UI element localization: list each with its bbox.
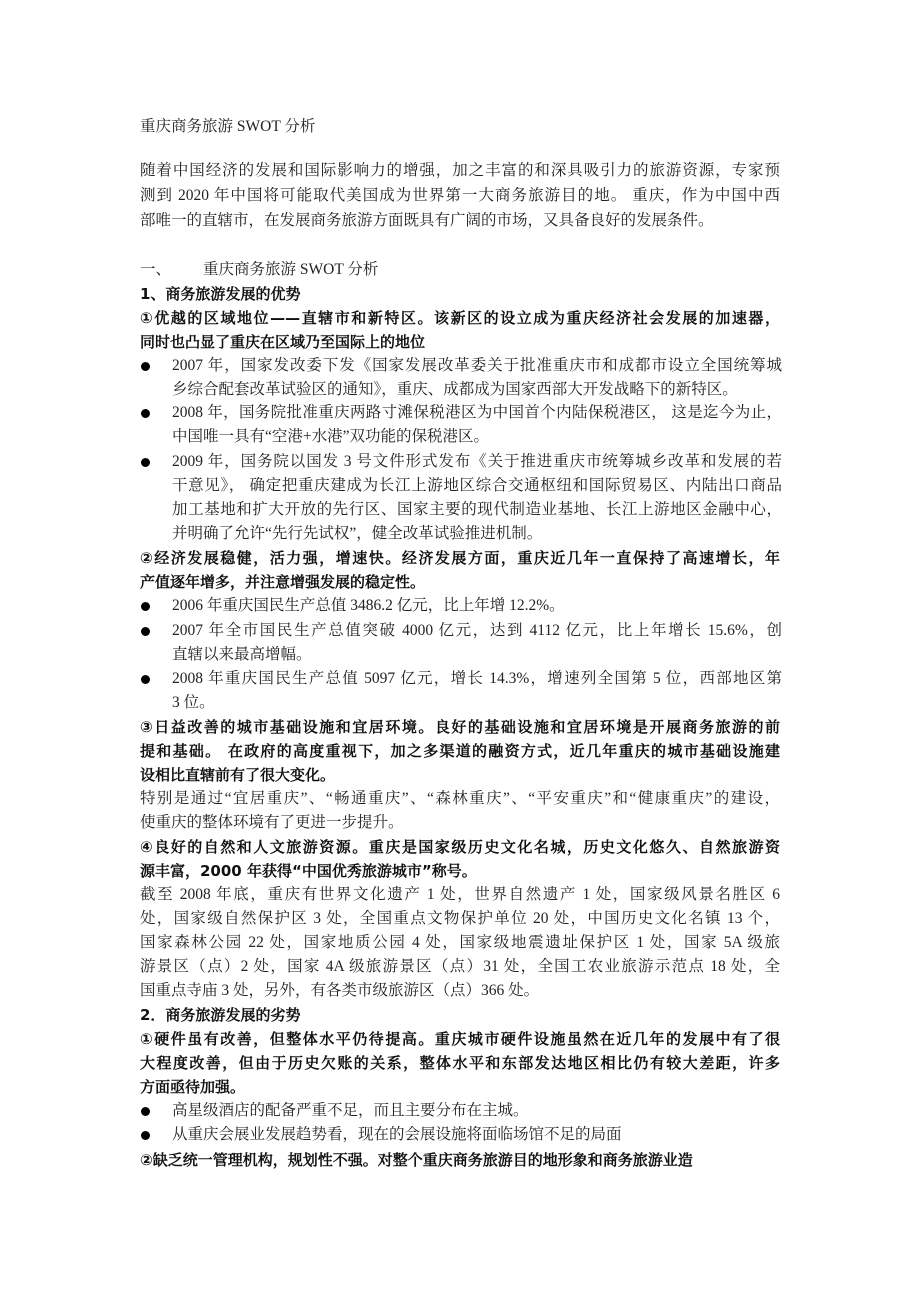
bullet-text: 并明确了允许“先行先试权”，健全改革试验推进机制。 [172,525,543,542]
bullet-text: 从重庆会展业发展趋势看，现在的会展设施将面临场馆不足的局面 [172,1126,622,1143]
weaknesses-heading: 2．商务旅游发展的劣势 [140,1006,301,1024]
weakness-1-title: 大程度改善，但由于历史欠账的关系，整体水平和东部发达地区相比仍有较大差距，许多 [140,1054,780,1072]
strength-1-title: 同时也凸显了重庆在区域乃至国际上的地位 [140,333,426,351]
strength-4-body: 处，国家级自然保护区 3 处，全国重点文物保护单位 20 处，中国历史文化名镇 13 个， [140,910,780,927]
strength-4-body: 国家森林公园 22 处，国家地质公园 4 处，国家级地震遗址保护区 1 处，国家 5A 级旅 [140,934,780,951]
intro-line: 部唯一的直辖市，在发展商务旅游方面既具有广阔的市场，又具备良好的发展条件。 [140,212,714,229]
bullet-text: 加工基地和扩大开放的先行区、国家主要的现代制造业基地、长江上游地区金融中心， [172,501,782,518]
bullet-icon [140,454,152,466]
section-heading-number: 一、 [140,261,172,278]
bullet-text: 高星级酒店的配备严重不足，而且主要分布在主城。 [172,1102,529,1119]
document-title: 重庆商务旅游 SWOT 分析 [140,118,316,135]
strength-4-body: 国重点寺庙 3 处，另外，有各类市级旅游区（点）366 处。 [140,982,540,999]
weakness-2-title: ②缺乏统一管理机构，规划性不强。对整个重庆商务旅游目的地形象和商务旅游业造 [140,1151,693,1169]
bullet-text: 3 位。 [172,694,215,711]
bullet-text: 直辖以来最高增幅。 [172,646,312,663]
strength-3-body: 使重庆的整体环境有了更进一步提升。 [140,814,404,831]
strength-4-title: 源丰富，2000 年获得“中国优秀旅游城市”称号。 [140,862,477,880]
bullet-icon [140,358,152,370]
bullet-text: 2008 年重庆国民生产总值 5097 亿元，增长 14.3%，增速列全国第 5 位，西部地区第 [172,670,782,687]
weakness-1-title: 方面亟待加强。 [140,1078,246,1096]
bullet-icon [140,1127,152,1139]
bullet-text: 2009 年，国务院以国发 3 号文件形式发布《关于推进重庆市统筹城乡改革和发展的若 [172,453,782,470]
strength-3-title: 提和基础。 在政府的高度重视下，加之多渠道的融资方式，近几年重庆的城市基础设施建 [140,742,780,760]
bullet-text: 乡综合配套改革试验区的通知》，重庆、成都成为国家西部大开发战略下的新特区。 [172,381,738,398]
strength-4-body: 游景区（点）2 处，国家 4A 级旅游景区（点）31 处，全国工农业旅游示范点 18 处，全 [140,958,780,975]
strength-3-body: 特别是通过“宜居重庆”、“畅通重庆”、“森林重庆”、“平安重庆”和“健康重庆”的建设， [140,790,780,807]
strengths-heading: 1、商务旅游发展的优势 [140,285,301,303]
bullet-text: 2006 年重庆国民生产总值 3486.2 亿元，比上年增 12.2%。 [172,597,565,614]
strength-3-title: ③日益改善的城市基础设施和宜居环境。良好的基础设施和宜居环境是开展商务旅游的前 [140,718,780,736]
strength-4-body: 截至 2008 年底，重庆有世界文化遗产 1 处，世界自然遗产 1 处，国家级风景名胜区 6 [140,886,780,903]
section-heading: 重庆商务旅游 SWOT 分析 [203,261,379,278]
bullet-icon [140,671,152,683]
strength-1-title: ①优越的区域地位——直辖市和新特区。该新区的设立成为重庆经济社会发展的加速器， [140,309,780,327]
bullet-icon [140,623,152,635]
bullet-icon [140,1103,152,1115]
intro-line: 测到 2020 年中国将可能取代美国成为世界第一大商务旅游目的地。 重庆，作为中国中西 [140,187,780,204]
strength-2-title: 产值逐年增多，并注意增强发展的稳定性。 [140,573,426,591]
bullet-text: 2008 年，国务院批准重庆两路寸滩保税港区为中国首个内陆保税港区， 这是迄今为止， [172,404,782,421]
bullet-text: 干意见》， 确定把重庆建成为长江上游地区综合交通枢纽和国际贸易区、内陆出口商品 [172,477,782,494]
weakness-1-title: ①硬件虽有改善，但整体水平仍待提高。重庆城市硬件设施虽然在近几年的发展中有了很 [140,1030,780,1048]
bullet-text: 2007 年，国家发改委下发《国家发展改革委关于批准重庆市和成都市设立全国统筹城 [172,357,782,374]
bullet-icon [140,598,152,610]
bullet-text: 2007 年全市国民生产总值突破 4000 亿元，达到 4112 亿元，比上年增长 15.6%，创 [172,622,782,639]
strength-3-title: 设相比直辖前有了很大变化。 [140,766,336,784]
bullet-text: 中国唯一具有“空港+水港”双功能的保税港区。 [172,428,490,445]
bullet-icon [140,405,152,417]
strength-2-title: ②经济发展稳健，活力强，增速快。经济发展方面，重庆近几年一直保持了高速增长，年 [140,549,780,567]
strength-4-title: ④良好的自然和人文旅游资源。重庆是国家级历史文化名城，历史文化悠久、自然旅游资 [140,838,780,856]
intro-line: 随着中国经济的发展和国际影响力的增强，加之丰富的和深具吸引力的旅游资源，专家预 [140,162,780,179]
